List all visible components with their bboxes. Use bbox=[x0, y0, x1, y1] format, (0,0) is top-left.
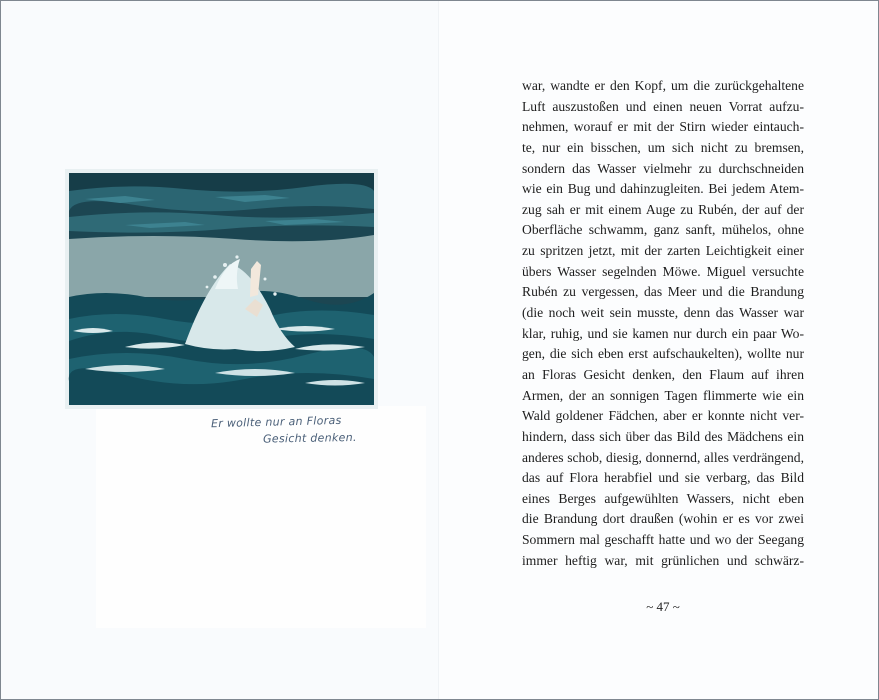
page-number: ~ 47 ~ bbox=[646, 599, 680, 614]
body-text-line: te, nur ein bisschen, um sich nicht zu bremsen, bbox=[522, 139, 804, 155]
sea-illustration-drawing bbox=[65, 169, 378, 409]
body-text-line: eines Berges aufgewühlten Wassers, nicht eben bbox=[522, 490, 804, 506]
body-text-line: nehmen, worauf er mit der Stirn wieder eintauch- bbox=[522, 119, 804, 135]
body-text-line: Sommern mal geschafft hatte und wo der Seegang bbox=[522, 532, 804, 548]
caption-line-2: Gesicht denken. bbox=[262, 430, 357, 446]
body-text-line: zu spritzen jetzt, mit der zarten Leichtigkeit einer bbox=[522, 243, 804, 259]
body-text-line: Oberfläche schwamm, ganz sanft, mühelos, ohne bbox=[522, 222, 804, 238]
left-page bbox=[1, 1, 439, 699]
body-text bbox=[522, 76, 804, 571]
sea-illustration bbox=[65, 169, 378, 409]
body-text-line: Wald goldener Fädchen, aber er konnte nicht ver- bbox=[522, 408, 804, 424]
body-text-line: anderes schob, diesig, donnernd, alles verdrängend, bbox=[522, 449, 804, 465]
body-text-line: hindern, dass sich über das Bild des Mädchens ein bbox=[522, 428, 804, 444]
body-text-line: war, wandte er den Kopf, um die zurückgehaltene bbox=[522, 78, 804, 93]
body-text-line: zug sah er mit einem Auge zu Rubén, der auf der bbox=[522, 201, 804, 217]
body-text-line: das auf Flora herabfiel und sie verbarg, das Bild bbox=[522, 470, 804, 486]
illustration-caption bbox=[211, 413, 381, 447]
body-text-line: Rubén zu vergessen, das Meer und die Brandung bbox=[522, 284, 804, 300]
body-text-line: immer heftig war, mit grünlichen und schwärz- bbox=[522, 552, 804, 568]
body-text-line: klar, ruhig, und sie kamen nur durch ein paar Wo- bbox=[522, 325, 804, 341]
caption-line-1: Er wollte nur an Floras bbox=[210, 413, 342, 431]
body-text-line: Luft auszustoßen und einen neuen Vorrat aufzu- bbox=[522, 98, 804, 114]
body-text-line: (die noch weit sein musste, denn das Wasser war bbox=[522, 305, 804, 321]
body-text-line: sondern das Wasser vielmehr zu durchschneiden bbox=[522, 160, 804, 176]
body-text-line: Armen, der an sonnigen Tagen flimmerte wie ein bbox=[522, 387, 804, 403]
body-text-line: gen, die sich eben erst aufschaukelten), wollte nur bbox=[522, 346, 804, 362]
body-text-line: übers Wasser segelnden Möwe. Miguel versuchte bbox=[522, 263, 804, 279]
body-text-line: an Floras Gesicht denken, den Flaum auf ihren bbox=[522, 366, 804, 382]
body-text-line: wie ein Bug und dahinzugleiten. Bei jedem Atem- bbox=[522, 181, 804, 197]
body-text-line: die Brandung dort draußen (wohin er es vor zwei bbox=[522, 511, 804, 527]
